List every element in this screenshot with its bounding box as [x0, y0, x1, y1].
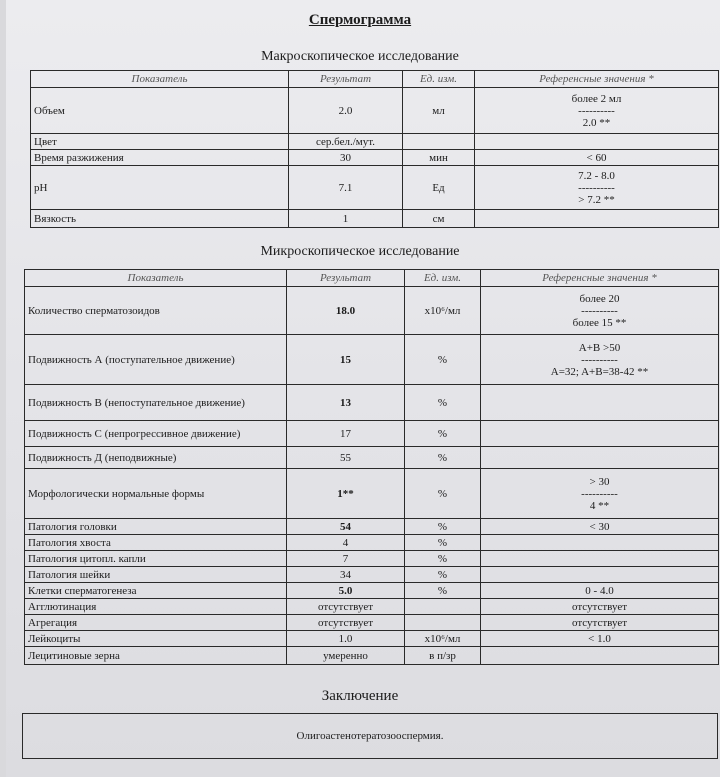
unit-value	[405, 615, 481, 631]
table-row	[31, 134, 719, 150]
result-value: 7.1	[289, 166, 403, 210]
header-result: Результат	[289, 71, 403, 88]
reference-line: более 20	[579, 292, 620, 305]
header-parameter: Показатель	[31, 71, 289, 88]
table-row	[25, 385, 719, 421]
result-value: отсутствует	[287, 599, 405, 615]
reference-value	[475, 166, 719, 210]
reference-line: ----------	[581, 353, 618, 366]
table-row	[25, 599, 719, 615]
unit-value: %	[405, 567, 481, 583]
table-row	[31, 166, 719, 210]
header-unit: Ед. изм.	[405, 270, 481, 287]
table-row	[25, 647, 719, 665]
parameter-name: Цвет	[31, 134, 289, 150]
result-value: 1	[289, 210, 403, 228]
parameter-name: Агглютинация	[25, 599, 287, 615]
unit-value: см	[403, 210, 475, 228]
table-row	[31, 88, 719, 134]
parameter-name: Лецитиновые зерна	[25, 647, 287, 665]
reference-value	[475, 210, 719, 228]
result-value: 13	[287, 385, 405, 421]
table-row	[25, 519, 719, 535]
reference-value	[481, 287, 719, 335]
reference-line: ----------	[581, 304, 618, 317]
table-row	[25, 615, 719, 631]
reference-line: 4 **	[589, 499, 610, 512]
parameter-name: Патология хвоста	[25, 535, 287, 551]
header-reference: Референсные значения *	[475, 71, 719, 88]
parameter-name: Время разжижения	[31, 150, 289, 166]
unit-value: %	[405, 469, 481, 519]
reference-value	[481, 583, 719, 599]
parameter-name: Подвижность В (непоступательное движение)	[25, 385, 287, 421]
result-value: 7	[287, 551, 405, 567]
parameter-name: Вязкость	[31, 210, 289, 228]
parameter-name: Лейкоциты	[25, 631, 287, 647]
unit-value: %	[405, 551, 481, 567]
header-unit: Ед. изм.	[403, 71, 475, 88]
unit-value: %	[405, 421, 481, 447]
macro-table	[30, 70, 719, 228]
reference-value	[481, 551, 719, 567]
parameter-name: Объем	[31, 88, 289, 134]
result-value: 34	[287, 567, 405, 583]
table-row	[25, 421, 719, 447]
parameter-name: Количество сперматозоидов	[25, 287, 287, 335]
unit-value: %	[405, 385, 481, 421]
reference-line: A=32; A+B=38-42 **	[550, 365, 649, 378]
parameter-name: Подвижность С (непрогрессивное движение)	[25, 421, 287, 447]
unit-value: x10⁶/мл	[405, 631, 481, 647]
table-row	[25, 551, 719, 567]
table-row	[25, 631, 719, 647]
unit-value: %	[405, 335, 481, 385]
result-value: 54	[287, 519, 405, 535]
table-row	[25, 447, 719, 469]
reference-line: A+B >50	[578, 341, 621, 354]
header-reference: Референсные значения *	[481, 270, 719, 287]
table-row	[25, 287, 719, 335]
conclusion-title: Заключение	[321, 688, 399, 704]
unit-value: %	[405, 583, 481, 599]
reference-value	[481, 519, 719, 535]
result-value: 30	[289, 150, 403, 166]
unit-value: в п/зр	[405, 647, 481, 665]
result-value: 55	[287, 447, 405, 469]
parameter-name: pH	[31, 166, 289, 210]
result-value: 15	[287, 335, 405, 385]
reference-value	[481, 599, 719, 615]
reference-value	[481, 469, 719, 519]
parameter-name: Патология головки	[25, 519, 287, 535]
result-value: умеренно	[287, 647, 405, 665]
unit-value: мл	[403, 88, 475, 134]
parameter-name: Патология шейки	[25, 567, 287, 583]
reference-value	[481, 335, 719, 385]
reference-value	[481, 535, 719, 551]
unit-value	[403, 134, 475, 150]
result-value: 18.0	[287, 287, 405, 335]
table-row	[25, 583, 719, 599]
table-row	[25, 469, 719, 519]
reference-value	[475, 150, 719, 166]
conclusion-text: Олигоастенотератозооспермия.	[296, 730, 444, 742]
header-parameter: Показатель	[25, 270, 287, 287]
reference-line: отсутствует	[571, 600, 628, 613]
table-row	[25, 535, 719, 551]
table-row	[31, 210, 719, 228]
parameter-name: Подвижность Д (неподвижные)	[25, 447, 287, 469]
reference-value	[481, 631, 719, 647]
result-value: 17	[287, 421, 405, 447]
reference-value	[481, 447, 719, 469]
table-row	[25, 567, 719, 583]
parameter-name: Подвижность А (поступательное движение)	[25, 335, 287, 385]
unit-value: %	[405, 519, 481, 535]
macro-header-row	[31, 71, 719, 88]
result-value: 1**	[287, 469, 405, 519]
result-value: отсутствует	[287, 615, 405, 631]
table-row	[31, 150, 719, 166]
reference-line: > 30	[589, 475, 610, 488]
table-row	[25, 335, 719, 385]
parameter-name: Клетки сперматогенеза	[25, 583, 287, 599]
unit-value: x10⁶/мл	[405, 287, 481, 335]
reference-line: ----------	[581, 487, 618, 500]
header-result: Результат	[287, 270, 405, 287]
reference-line: 0 - 4.0	[585, 584, 614, 597]
reference-value	[481, 385, 719, 421]
page-title: Спермограмма	[308, 12, 412, 28]
unit-value: Ед	[403, 166, 475, 210]
reference-value	[481, 421, 719, 447]
reference-value	[481, 567, 719, 583]
reference-line: ----------	[578, 104, 615, 117]
reference-line: < 30	[589, 520, 610, 533]
unit-value	[405, 599, 481, 615]
unit-value: %	[405, 447, 481, 469]
conclusion-box	[22, 713, 718, 759]
result-value: 5.0	[287, 583, 405, 599]
reference-value	[475, 88, 719, 134]
parameter-name: Морфологически нормальные формы	[25, 469, 287, 519]
reference-value	[475, 134, 719, 150]
macro-section-title: Макроскопическое исследование	[261, 49, 459, 64]
parameter-name: Патология цитопл. капли	[25, 551, 287, 567]
reference-line: < 60	[586, 151, 607, 164]
reference-line: более 2 мл	[571, 92, 622, 105]
micro-section-title: Микроскопическое исследование	[260, 244, 460, 259]
reference-value	[481, 647, 719, 665]
reference-line: > 7.2 **	[578, 193, 615, 206]
result-value: 4	[287, 535, 405, 551]
reference-line: 2.0 **	[582, 116, 611, 129]
reference-line: < 1.0	[588, 632, 611, 645]
reference-line: отсутствует	[571, 616, 628, 629]
unit-value: %	[405, 535, 481, 551]
micro-header-row	[25, 270, 719, 287]
reference-line: более 15 **	[572, 316, 627, 329]
reference-value	[481, 615, 719, 631]
result-value: 2.0	[289, 88, 403, 134]
result-value: 1.0	[287, 631, 405, 647]
parameter-name: Агрегация	[25, 615, 287, 631]
result-value: сер.бел./мут.	[289, 134, 403, 150]
reference-line: ----------	[578, 181, 615, 194]
reference-line: 7.2 - 8.0	[578, 169, 615, 182]
micro-table	[24, 269, 719, 665]
unit-value: мин	[403, 150, 475, 166]
